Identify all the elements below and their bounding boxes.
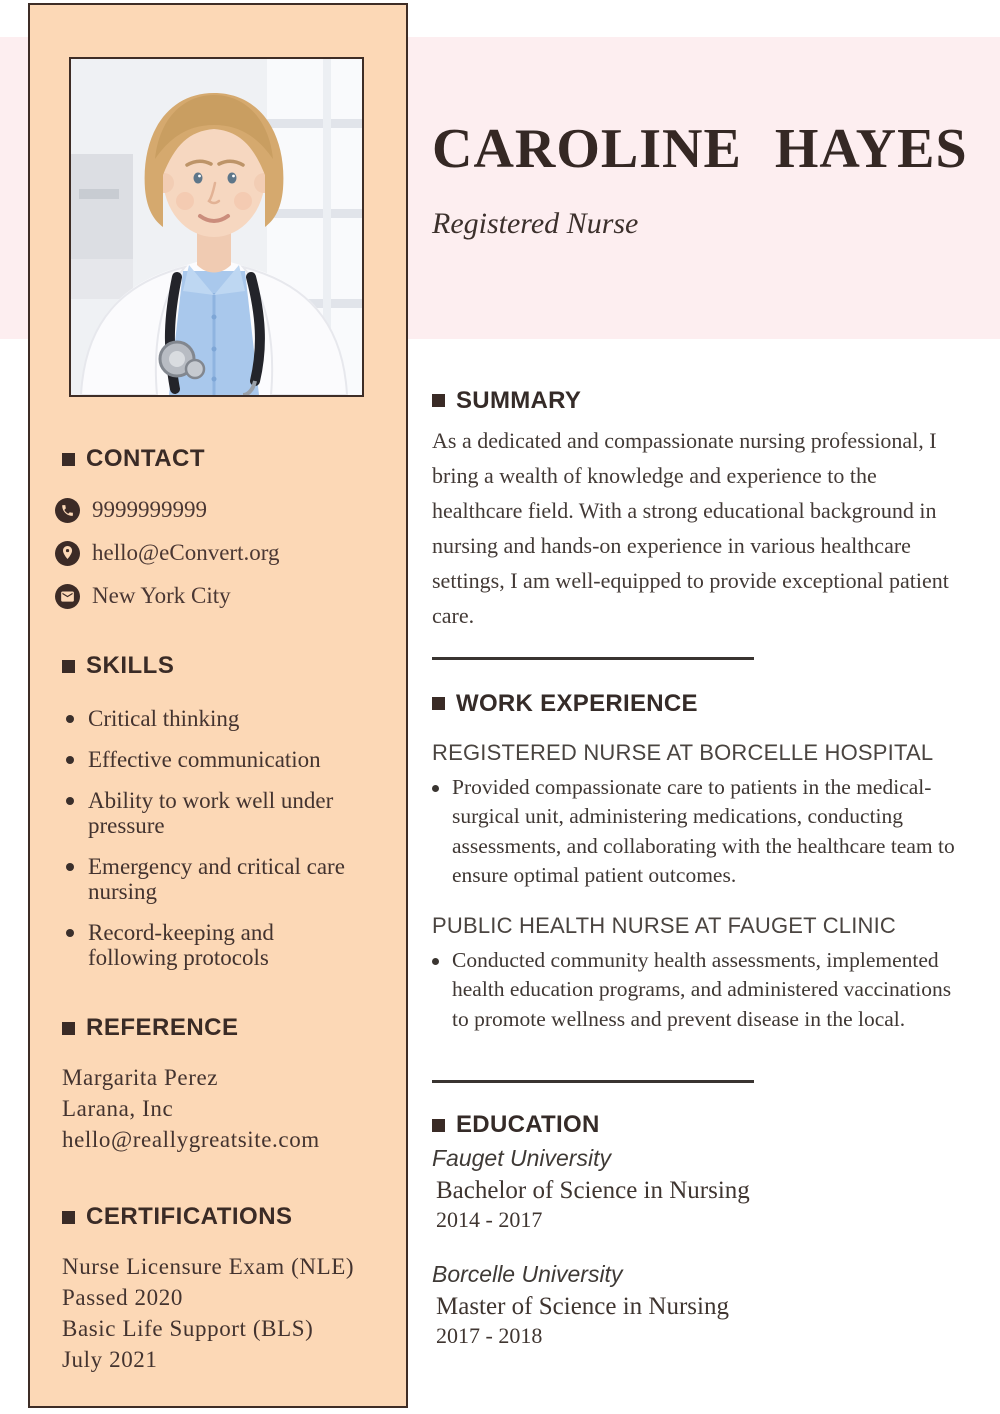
- reference-heading-label: REFERENCE: [86, 1014, 239, 1041]
- reference-section: [30, 1014, 406, 1155]
- skill-item: Critical thinking: [66, 706, 366, 731]
- skill-item: Effective communication: [66, 747, 366, 772]
- city: New York City: [92, 583, 231, 608]
- school-name: Fauget University: [432, 1145, 611, 1172]
- work-experience-heading-label: WORK EXPERIENCE: [456, 689, 698, 717]
- sidebar: [28, 3, 408, 1408]
- section-divider: [432, 1080, 754, 1083]
- certifications-section: [30, 1203, 406, 1375]
- education-entry: [432, 1261, 980, 1349]
- phone-number: 9999999999: [92, 497, 207, 522]
- phone-icon: [55, 498, 80, 523]
- square-bullet-icon: [62, 660, 75, 673]
- skills-section: [30, 652, 406, 970]
- education-heading: [432, 1111, 980, 1139]
- reference-details: [30, 1062, 406, 1155]
- contact-item-email: [55, 540, 406, 566]
- job-2-bullets: [432, 946, 980, 1035]
- page-title: CAROLINE HAYES: [432, 118, 968, 180]
- degree-name: Master of Science in Nursing: [436, 1293, 729, 1321]
- square-bullet-icon: [62, 453, 75, 466]
- certification-name: Nurse Licensure Exam (NLE): [62, 1254, 355, 1279]
- reference-name: Margarita Perez: [62, 1065, 219, 1090]
- main-column: [432, 0, 980, 1349]
- skills-heading: [62, 652, 406, 680]
- contact-heading-label: CONTACT: [86, 445, 206, 472]
- bullet-dot-icon: [432, 785, 439, 792]
- sidebar-content: [30, 445, 406, 1375]
- skill-item: Emergency and critical care nursing: [66, 854, 366, 904]
- contact-heading: [62, 445, 406, 473]
- bullet-dot-icon: [66, 863, 74, 871]
- reference-heading: [62, 1014, 406, 1042]
- bullet-dot-icon: [66, 929, 74, 937]
- school-name: Borcelle University: [432, 1261, 623, 1288]
- reference-email: hello@reallygreatsite.com: [62, 1127, 320, 1152]
- bullet-dot-icon: [432, 958, 439, 965]
- profile-photo: [69, 57, 364, 397]
- bullet-dot-icon: [66, 715, 74, 723]
- summary-heading: [432, 387, 980, 415]
- education-heading-label: EDUCATION: [456, 1111, 600, 1139]
- skills-heading-label: SKILLS: [86, 652, 175, 679]
- nurse-portrait-illustration: [71, 59, 362, 395]
- square-bullet-icon: [432, 1119, 445, 1132]
- certification-date: Passed 2020: [62, 1285, 183, 1310]
- section-divider: [432, 657, 754, 660]
- work-experience-section: [432, 690, 980, 1035]
- contact-item-phone: [55, 497, 406, 523]
- reference-company: Larana, Inc: [62, 1096, 174, 1121]
- work-experience-heading: [432, 690, 980, 718]
- degree-name: Bachelor of Science in Nursing: [436, 1177, 750, 1205]
- bullet-dot-icon: [66, 797, 74, 805]
- skills-list: [30, 706, 406, 970]
- skill-item: Record-keeping and following protocols: [66, 920, 366, 970]
- square-bullet-icon: [432, 697, 445, 710]
- job-title-2: PUBLIC HEALTH NURSE AT FAUGET CLINIC: [432, 912, 897, 938]
- degree-years: 2017 - 2018: [436, 1323, 543, 1349]
- job-1-bullets: [432, 773, 980, 891]
- education-entry: [432, 1145, 980, 1233]
- contact-item-city: [55, 583, 406, 609]
- email-address: hello@eConvert.org: [92, 540, 280, 565]
- skill-item: Ability to work well under pressure: [66, 788, 366, 838]
- certification-date: July 2021: [62, 1347, 158, 1372]
- square-bullet-icon: [62, 1022, 75, 1035]
- certifications-details: [30, 1251, 406, 1375]
- education-section: [432, 1111, 980, 1349]
- job-bullet: Provided compassionate care to patients in the medical-surgical unit, administering medications, conducting assessments, and collaborating with the healthcare team to ensure optimal patient outcomes.: [432, 773, 980, 891]
- bullet-dot-icon: [66, 756, 74, 764]
- job-role-subtitle: Registered Nurse: [432, 206, 639, 240]
- certifications-heading-label: CERTIFICATIONS: [86, 1203, 293, 1230]
- summary-heading-label: SUMMARY: [456, 386, 582, 414]
- job-bullet: Conducted community health assessments, implemented health education programs, and administered vaccinations to promote wellness and prevent disease in the local.: [432, 946, 980, 1035]
- degree-years: 2014 - 2017: [436, 1207, 543, 1233]
- location-pin-icon: [55, 541, 80, 566]
- job-title-1: REGISTERED NURSE AT BORCELLE HOSPITAL: [432, 739, 934, 765]
- contact-section: [30, 445, 406, 609]
- summary-paragraph: As a dedicated and compassionate nursing professional, I bring a wealth of knowledge and experience to the healthcare field. With a strong educational background in nursing and hands-on experience in various healthcare settings, I am well-equipped to provide exceptional patient care.: [432, 427, 949, 628]
- square-bullet-icon: [62, 1211, 75, 1224]
- certifications-heading: [62, 1203, 406, 1231]
- summary-section: [432, 387, 980, 633]
- square-bullet-icon: [432, 394, 445, 407]
- certification-name: Basic Life Support (BLS): [62, 1316, 314, 1341]
- envelope-icon: [55, 584, 80, 609]
